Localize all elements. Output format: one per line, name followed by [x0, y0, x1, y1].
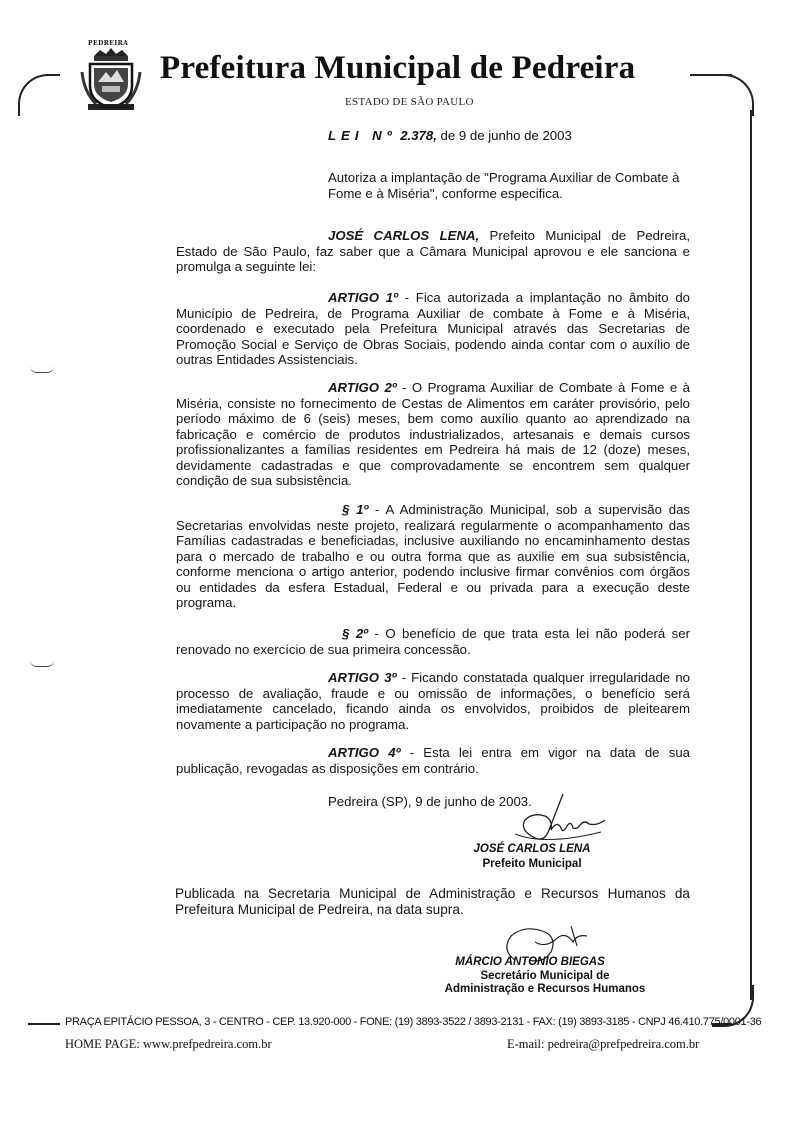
- secretary-title: Secretário Municipal de: [480, 969, 610, 982]
- page-subtitle: ESTADO DE SÃO PAULO: [345, 96, 474, 108]
- frame-corner-top-right: [712, 74, 754, 116]
- article-3: [176, 670, 690, 732]
- mayor-name: JOSÉ CARLOS LENA: [473, 843, 591, 855]
- mayor-signature-icon: [505, 790, 615, 850]
- frame-corner-top-left: [18, 74, 60, 116]
- paragraph-2: [176, 626, 690, 657]
- paragraph-label: § 1º: [342, 502, 369, 517]
- place-date: Pedreira (SP), 9 de junho de 2003.: [328, 794, 532, 809]
- article-label: ARTIGO 3º: [328, 670, 397, 685]
- law-heading: [328, 128, 572, 143]
- punch-mark: [30, 366, 54, 373]
- article-label: ARTIGO 4º: [328, 745, 401, 760]
- page-title: Prefeitura Municipal de Pedreira: [160, 50, 636, 86]
- paragraph-text: - A Administração Municipal, sob a supervisão das Secretarias envolvidas neste projeto, realizará regularmente o acompanhamento das Famílias cadastradas e beneficiadas, inclusive auxiliando no encaminhamento destas para o mercado de trabalho e ou outra forma que as auxilie em sua subsistência, conforme menciona o artigo anterior, podendo inclusive firmar convênios com órgãos ou entidades da esfera Estadual, Federal e ou privada para a execução deste programa.: [176, 502, 690, 610]
- secretary-department: Administração e Recursos Humanos: [444, 983, 646, 995]
- publication-note: Publicada na Secretaria Municipal de Administração e Recursos Humanos da Prefeitura Municipal de Pedreira, na data supra.: [175, 886, 690, 917]
- article-4: [176, 745, 690, 776]
- paragraph-text: - O benefício de que trata esta lei não poderá ser renovado no exercício de sua primeira concessão.: [176, 626, 690, 657]
- secretary-name: MÁRCIO ANTONIO BIEGAS: [455, 956, 605, 968]
- article-1: [176, 290, 690, 368]
- article-text: - Fica autorizada a implantação no âmbito do Município de Pedreira, de Programa Auxiliar de combate à Fome e à Miséria, coordenado e executado pela Prefeitura Municipal através das Secretarias de Promoção Social e Serviço de Obras Sociais, podendo ainda contar com o auxílio de outras Entidades Assistenciais.: [176, 290, 691, 367]
- article-label: ARTIGO 2º: [328, 380, 397, 395]
- preamble-name: JOSÉ CARLOS LENA,: [328, 228, 480, 243]
- law-date: de 9 de junho de 2003: [436, 128, 572, 143]
- footer-divider-left: [28, 1023, 60, 1025]
- crest-motto: PEDREIRA: [98, 104, 130, 110]
- footer-email: E-mail: pedreira@prefpedreira.com.br: [507, 1037, 700, 1051]
- secretary-signature-block: [440, 956, 650, 997]
- mayor-signature-block: [470, 842, 594, 872]
- crest-label: PEDREIRA: [88, 40, 129, 47]
- article-label: ARTIGO 1º: [328, 290, 398, 305]
- preamble-text: Prefeito Municipal de Pedreira, Estado de São Paulo, faz saber que a Câmara Municipal aprovou e ele sanciona e promulga a seguinte lei:: [176, 228, 690, 274]
- footer-address: PRAÇA EPITÁCIO PESSOA, 3 - CENTRO - CEP. 13.920-000 - FONE: (19) 3893-3522 / 3893-2131 - FAX: (19) 3893-3185 - CNPJ 46.410.775/0001-36: [65, 1016, 762, 1028]
- article-2: [176, 380, 690, 489]
- paragraph-label: § 2º: [342, 626, 368, 641]
- punch-mark: [30, 660, 54, 667]
- mayor-title: Prefeito Municipal: [482, 858, 582, 870]
- law-label: LEI Nº: [328, 128, 397, 143]
- article-text: - O Programa Auxiliar de Combate à Fome e à Miséria, consiste no fornecimento de Cestas de Alimentos em caráter provisório, pelo período máximo de 6 (seis) meses, bem como auxílio quanto ao aprendizado na fabricação e comércio de produtos industrializados, artesanais e demais cursos profissionalizantes a famílias residentes em Pedreira há mais de 12 (doze) meses, devidamente cadastradas e que comprovadamente se encontrem sem qualquer condição de sua subsistência.: [176, 380, 691, 488]
- preamble: [176, 228, 690, 275]
- law-number: 2.378,: [400, 128, 437, 143]
- article-text: - Ficando constatada qualquer irregularidade no processo de avaliação, fraude e ou omissão de informações, o benefício será imediatamente cancelado, ficando ainda os envolvidos, proibidos de pleitearem novamente a participação no programa.: [176, 670, 690, 732]
- ementa: Autoriza a implantação de "Programa Auxiliar de Combate à Fome e à Miséria", conforme especifica.: [328, 170, 680, 201]
- frame-right-border: [750, 110, 752, 1000]
- footer-homepage: HOME PAGE: www.prefpedreira.com.br: [65, 1037, 272, 1051]
- article-text: - Esta lei entra em vigor na data de sua publicação, revogadas as disposições em contrário.: [176, 745, 691, 776]
- paragraph-1: [176, 502, 690, 611]
